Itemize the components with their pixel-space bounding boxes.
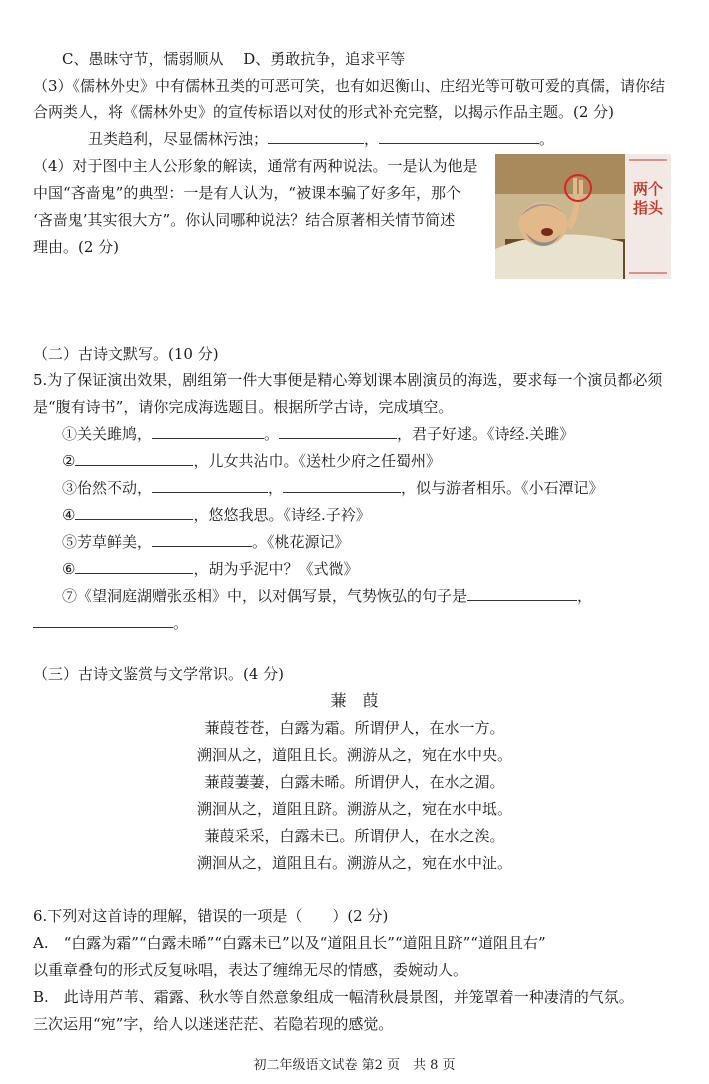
q5-item-7-text-b: ，: [577, 587, 593, 605]
q2-options-cd: C、愚昧守节，懦弱顺从 D、勇敢抗争，追求平等: [62, 50, 406, 68]
section3-heading: （三）古诗文鉴赏与文学常识。(4 分): [33, 665, 285, 683]
q5-item-6-text-b: ，胡为乎泥中？《式微》: [193, 560, 359, 578]
q4-line3: ‘吝啬鬼’其实很大方”。你认同哪种说法？结合原著相关情节简述: [33, 211, 456, 229]
q5-item-2-text-a: ②: [62, 452, 76, 470]
q4-line4: 理由。(2 分): [33, 238, 120, 256]
q3-slogan-start: 丑类趋利，尽显儒林污浊；: [88, 130, 269, 148]
q3-blank-2[interactable]: [379, 129, 539, 144]
q5-item-3: [62, 478, 604, 498]
q5-item-7-text-a: ⑦《望洞庭湖赠张丞相》中，以对偶写景，气势恢弘的句子是: [62, 587, 468, 605]
section2-heading: （二）古诗文默写。(10 分): [33, 345, 219, 363]
q3-line1: （3）《儒林外史》中有儒林丑类的可恶可笑，也有如迟衡山、庄绍光等可敬可爱的真儒，请你结: [33, 77, 666, 95]
q5-item-5-blank[interactable]: [152, 532, 252, 547]
q5-item-6: [62, 559, 358, 579]
q5-item-5-text-a: ⑤芳草鲜美，: [62, 533, 153, 551]
q3-slogan: [88, 129, 554, 149]
q5-item-3-text-b: ，: [268, 479, 284, 497]
q5-line1: 5.为了保证演出效果，剧组第一件大事便是精心筹划课本剧演员的海选，要求每一个演员都必须: [33, 371, 663, 389]
illustration-caption: 两个指头: [632, 180, 663, 217]
q5-item-4-text-b: ，悠悠我思。《诗经.子衿》: [193, 506, 371, 524]
q5-item-1-text-a: ①关关雎鸠，: [62, 425, 153, 443]
q5-item-1-blank-2[interactable]: [279, 424, 397, 439]
q5-item-3-blank-1[interactable]: [152, 478, 268, 493]
q5-item-2: [62, 451, 441, 471]
q5-item-5-text-b: 。《桃花源记》: [252, 533, 350, 551]
q5-item-7-blank-1[interactable]: [467, 586, 577, 601]
q3-period: 。: [539, 130, 555, 148]
q5-item-2-text-b: ，儿女共沾巾。《送杜少府之任蜀州》: [193, 452, 441, 470]
q5-item-6-text-a: ⑥: [62, 560, 76, 578]
poem-title: 蒹 葭: [330, 691, 379, 710]
q5-item-7-cont: [33, 613, 188, 633]
q5-item-4-blank[interactable]: [75, 505, 193, 520]
poem-line-4: 溯洄从之，道阻且跻。溯游从之，宛在水中坻。: [196, 800, 512, 818]
q5-item-1-text-c: ，君子好逑。《诗经.关雎》: [397, 425, 575, 443]
q6-option-a-line1: A. “白露为霜”“白露未晞”“白露未已”以及“道阻且长”“道阻且跻”“道阻且右”: [33, 934, 546, 952]
q5-item-7-text-c: 。: [173, 614, 189, 632]
q5-item-3-blank-2[interactable]: [283, 478, 401, 493]
q5-item-2-blank[interactable]: [75, 451, 193, 466]
q5-item-5: [62, 532, 350, 552]
q4-line1: （4）对于图中主人公形象的解读，通常有两种说法。一是认为他是: [33, 157, 478, 175]
q5-item-1: [62, 424, 574, 444]
q5-item-3-text-c: ，似与游者相乐。《小石潭记》: [401, 479, 604, 497]
poem-line-5: 蒹葭采采，白露未已。所谓伊人，在水之涘。: [204, 827, 505, 845]
two-fingers-illustration: [495, 154, 671, 279]
poem-line-3: 蒹葭萋萋，白露未晞。所谓伊人，在水之湄。: [204, 773, 505, 791]
q5-item-4-text-a: ④: [62, 506, 76, 524]
q5-item-7-blank-2[interactable]: [33, 613, 173, 628]
q5-item-4: [62, 505, 371, 525]
q3-blank-1[interactable]: [268, 129, 364, 144]
q6-option-b-line1: B. 此诗用芦苇、霜露、秋水等自然意象组成一幅清秋晨景图，并笼罩着一种凄清的气氛。: [33, 988, 634, 1006]
q3-comma: ，: [364, 130, 380, 148]
poem-line-1: 蒹葭苍苍，白露为霜。所谓伊人，在水一方。: [204, 719, 505, 737]
q4-line2: 中国“吝啬鬼”的典型：一是有人认为，“被课本骗了好多年，那个: [33, 184, 462, 202]
q5-line2: 是“腹有诗书”，请你完成海选题目。根据所学古诗，完成填空。: [33, 398, 454, 416]
poem-line-2: 溯洄从之，道阻且长。溯游从之，宛在水中央。: [196, 746, 512, 764]
q5-item-6-blank[interactable]: [75, 559, 193, 574]
q6-option-a-line2: 以重章叠句的形式反复咏唱，表达了缠绵无尽的情感，委婉动人。: [33, 961, 469, 979]
q5-item-1-text-b: 。: [264, 425, 280, 443]
q5-item-1-blank-1[interactable]: [152, 424, 264, 439]
q3-line2: 合两类人，将《儒林外史》的宣传标语以对仗的形式补充完整，以揭示作品主题。(2 分): [33, 103, 615, 121]
q5-item-3-text-a: ③佁然不动，: [62, 479, 153, 497]
poem-line-6: 溯洄从之，道阻且右。溯游从之，宛在水中沚。: [196, 854, 512, 872]
q5-item-7: [62, 586, 592, 606]
q6-stem: 6.下列对这首诗的理解，错误的一项是（ ）(2 分): [33, 907, 389, 925]
q6-option-b-line2: 三次运用“宛”字，给人以迷迷茫茫、若隐若现的感觉。: [33, 1015, 394, 1033]
page-footer: 初二年级语文试卷 第2 页 共 8 页: [253, 1058, 456, 1073]
